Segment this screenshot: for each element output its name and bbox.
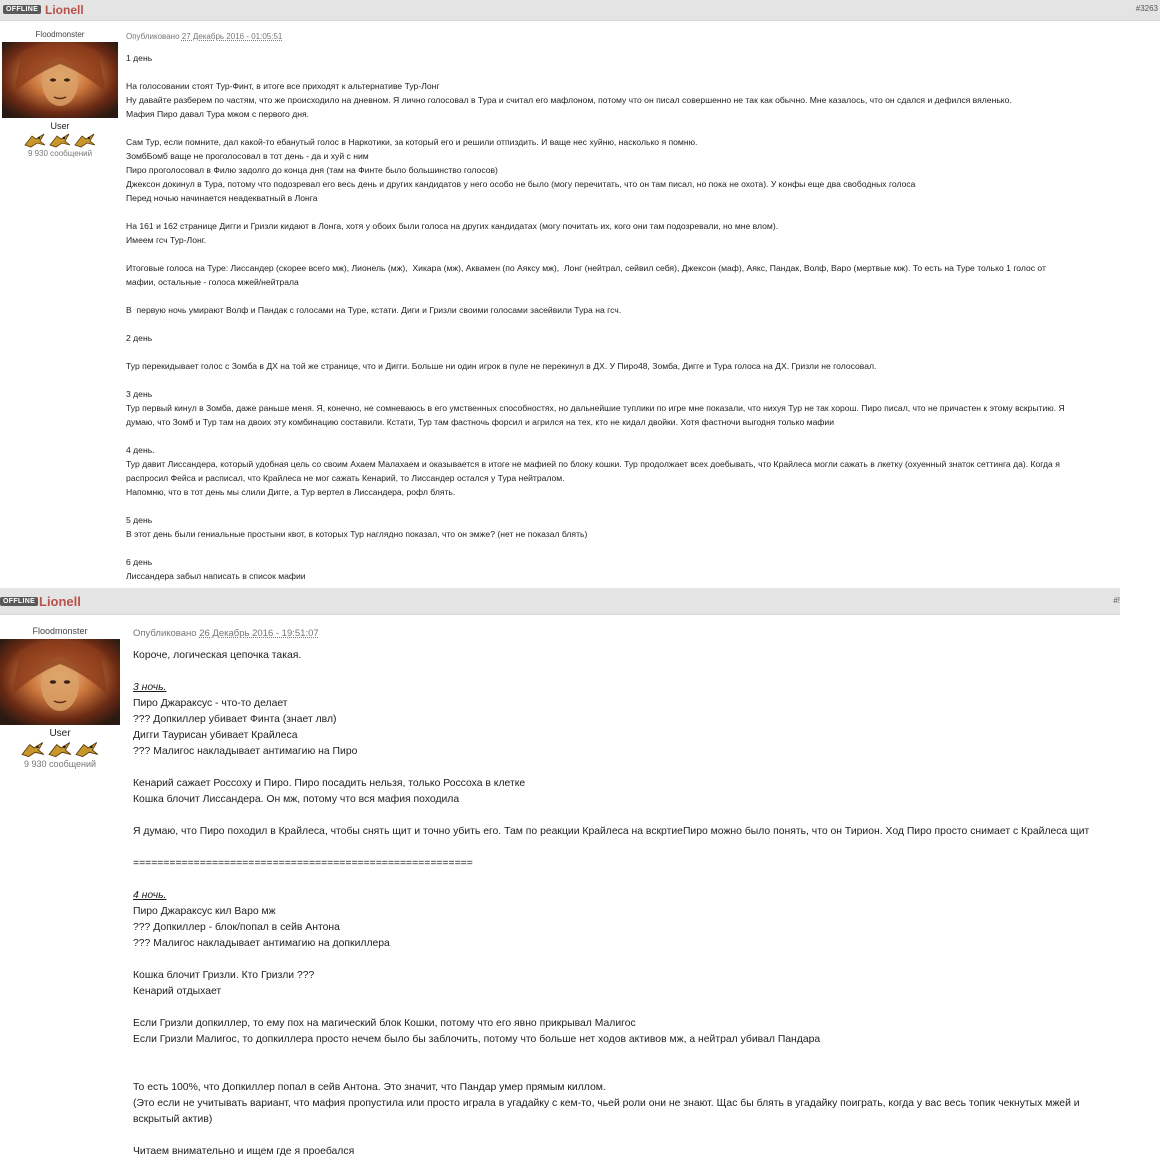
post-line: Ну давайте разберем по частям, что же происходило на дневном. Я лично голосовал в Тура и считал его мафлоном, потому что он писал совершенно не так как обычно. Мне казалось, что он сдался и дефился вяленько.	[126, 95, 1012, 105]
post-line	[133, 1048, 1118, 1064]
post-line: ??? Допкиллер убивает Финта (знает лвл)	[133, 714, 337, 725]
post-line: Лиссандера забыл написать в список мафии	[126, 571, 306, 581]
post-line: распросил Фейса и расписал, что Крайлеса не мог сажать Кенарий, то Лиссандер остался у Тура нейтралом.	[126, 473, 565, 483]
post-line: 3 ночь.	[133, 682, 167, 693]
post-line	[133, 1128, 1118, 1144]
post-line: Джексон докинул в Тура, потому что подозревал его весь день и других кандидатов у него особо не было (могу перечитать, что он там писал, но пока не охота). У конфы еще два свободных голоса	[126, 179, 916, 189]
post-date: 27 Декабрь 2016 - 01:05:51	[181, 32, 283, 41]
post-line: ЗомбБомб ваще не проголосовал в тот день - да и хуй с ним	[126, 151, 369, 161]
avatar[interactable]	[2, 42, 118, 118]
post-line	[133, 664, 1118, 680]
user-group: Floodmonster	[35, 30, 85, 39]
post-line	[133, 760, 1118, 776]
post-line: (Это если не учитывать вариант, что мафия пропустила или просто играла в угадайку с кем-то, чьей роли они не знают. Щас бы блять в угадайку поиграть, когда у вас весь топик чекнутых мжей и	[133, 1098, 1080, 1109]
post-line: Пиро Джараксус - что-то делает	[133, 698, 288, 709]
post-line	[133, 808, 1118, 824]
post-line	[126, 541, 1156, 555]
post-line: ??? Малигос накладывает антимагию на Пиро	[133, 746, 358, 757]
post-line: ========================================================	[133, 858, 473, 869]
post-content	[133, 648, 1118, 1160]
post-line	[126, 429, 1156, 443]
post-line: 3 день	[126, 389, 153, 399]
post-line: Кенарий сажает Россоху и Пиро. Пиро посадить нельзя, только Россоха в клетке	[133, 778, 526, 789]
post-line	[133, 872, 1118, 888]
post-line: Тур первый кинул в Зомба, даже раньше меня. Я, конечно, не сомневаюсь в его умственных способностях, но дальнейшие туплики по игре мне показали, что нихуя Тур не так хорош. Пиро писал, что не причастен к этому вскрытию. Я	[126, 403, 1065, 413]
post-line	[126, 121, 1156, 135]
post-line: 5 день	[126, 515, 153, 525]
user-role: User	[49, 728, 71, 739]
post-line: Я думаю, что Пиро походил в Крайлеса, чтобы снять щит и точно убить его. Там по реакции Крайлеса на вскртиеПиро можно было понять, что он Тирион. Ход Пиро просто снимает с Крайлеса щит	[133, 826, 1090, 837]
avatar[interactable]	[0, 639, 120, 725]
post-line: Пиро Джараксус кил Варо мж	[133, 906, 276, 917]
post-line: Если Гризли Малигос, то допкиллера просто нечем было бы заблочить, потому что больше нет ходов активов мж, а нейтрал убивал Пандара	[133, 1034, 821, 1045]
post-line: Перед ночью начинается неадекватный в Лонга	[126, 193, 318, 203]
user-info-panel	[0, 30, 120, 158]
post-line: То есть 100%, что Допкиллер попал в сейв Антона. Это значит, что Пандар умер прямым киллом.	[133, 1082, 606, 1093]
published-label: Опубликовано	[133, 628, 197, 639]
post-line: мафии, остальные - голоса мжей/нейтрала	[126, 277, 299, 287]
post-line: Мафия Пиро давал Тура мжом с первого дня.	[126, 109, 310, 119]
post-line: Сам Тур, если помните, дал какой-то ебанутый голос в Наркотики, за который его и решили отпиздить. И ваще нес хуйню, насколько я помню.	[126, 137, 698, 147]
post-line: В этот день были гениальные простыни квот, в которых Тур наглядно показал, что он эмже? (нет не показал блять)	[126, 529, 588, 539]
post-line	[126, 373, 1156, 387]
rank-pips	[0, 740, 120, 758]
post-line: 4 день.	[126, 445, 155, 455]
post-line: думаю, что Зомб и Тур там на двоих эту комбинацию составили. Кстати, Тур там фастночь форсил и агрился на тех, кто не кидал двойки. Хотя фастночи выгодня только мафии	[126, 417, 835, 427]
post-line	[133, 840, 1118, 856]
post-line	[133, 1000, 1118, 1016]
post-content	[126, 51, 1156, 583]
post-line	[126, 247, 1156, 261]
post-line: Кенарий отдыхает	[133, 986, 222, 997]
offline-badge: OFFLINE	[0, 597, 38, 606]
post-line: Если Гризли допкиллер, то ему пох на магический блок Кошки, потому что его явно прикрывал Малигос	[133, 1018, 636, 1029]
post-line	[126, 289, 1156, 303]
rank-pip-icon	[21, 740, 45, 758]
post-line: вскрытый актив)	[133, 1114, 213, 1125]
post-line: Имеем гсч Тур-Лонг.	[126, 235, 207, 245]
post-line: Дигги Таурисан убивает Крайлеса	[133, 730, 298, 741]
post-header	[0, 588, 1120, 615]
post-line: 6 день	[126, 557, 153, 567]
post-count: 9 930 сообщений	[27, 149, 93, 158]
post-line: Напомню, что в тот день мы слили Дигге, а Тур вертел в Лиссандера, рофл блять.	[126, 487, 456, 497]
username-link[interactable]: Lionell	[39, 594, 81, 609]
user-info-panel	[0, 626, 120, 769]
rank-pip-icon	[74, 132, 96, 148]
post-line: Кошка блочит Гризли. Кто Гризли ???	[133, 970, 315, 981]
post-line: На голосовании стоят Тур-Финт, в итоге все приходят к альтернативе Тур-Лонг	[126, 81, 440, 91]
post-line: Короче, логическая цепочка такая.	[133, 650, 302, 661]
post-line: Тур давит Лиссандера, который удобная цель со своим Ахаем Малахаем и оказывается в итоге не мафией по блоку кошки. Тур продолжает всех доебывать, что Крайлеса могли сажать в лкетку (охуенный знаток сеттинга да). Когда я	[126, 459, 1060, 469]
post-line: ??? Малигос накладывает антимагию на допкиллера	[133, 938, 390, 949]
post-line	[126, 345, 1156, 359]
post-line: Кошка блочит Лиссандера. Он мж, потому что вся мафия походила	[133, 794, 460, 805]
rank-pips	[0, 132, 120, 148]
post-line: 2 день	[126, 333, 153, 343]
post-line	[133, 1064, 1118, 1080]
post-header	[0, 0, 1160, 21]
post-line	[126, 205, 1156, 219]
offline-badge: OFFLINE	[3, 5, 41, 14]
post-body	[126, 30, 1156, 583]
post-line: 4 ночь.	[133, 890, 167, 901]
rank-pip-icon	[24, 132, 46, 148]
post-line	[126, 317, 1156, 331]
rank-pip-icon	[75, 740, 99, 758]
user-role: User	[50, 121, 70, 131]
rank-pip-icon	[48, 740, 72, 758]
post-line: ??? Допкиллер - блок/попал в сейв Антона	[133, 922, 340, 933]
post-line: Итоговые голоса на Туре: Лиссандер (скорее всего мж), Лионель (мж), Хикара (мж), Аквамен (по Аяксу мж), Лонг (нейтрал, сейвил себя), Джексон (маф), Аякс, Пандак, Волф, Варо (мертвые мж). То есть на Туре только 1 голос от	[126, 263, 1046, 273]
post-body	[133, 626, 1118, 1160]
post-number-link[interactable]: #3263	[1135, 4, 1158, 13]
forum-post-2	[0, 588, 1120, 1160]
post-line: 1 день	[126, 53, 153, 63]
user-group: Floodmonster	[32, 626, 88, 636]
post-count: 9 930 сообщений	[23, 759, 97, 769]
post-line: Пиро проголосовал в Филю задолго до конца дня (там на Финте было большинство голосов)	[126, 165, 498, 175]
post-meta	[126, 30, 1156, 44]
post-date: 26 Декабрь 2016 - 19:51:07	[199, 628, 319, 639]
post-line: Читаем внимательно и ищем где я проебался	[133, 1146, 355, 1157]
post-line: В первую ночь умирают Волф и Пандак с голосами на Туре, кстати. Диги и Гризли своими голосами засейвили Тура на гсч.	[126, 305, 622, 315]
post-line	[133, 952, 1118, 968]
post-line	[126, 65, 1156, 79]
post-line: Тур перекидывает голос с Зомба в ДХ на той же странице, что и Дигги. Больше ни один игрок в пуле не перекинул в ДХ. У Пиро48, Зомба, Дигге и Тура голоса на ДХ. Гризли не голосовал.	[126, 361, 877, 371]
published-label: Опубликовано	[126, 32, 180, 41]
rank-pip-icon	[49, 132, 71, 148]
post-number-link[interactable]: #!	[1113, 596, 1120, 605]
post-line: На 161 и 162 странице Дигги и Гризли кидают в Лонга, хотя у обоих были голоса на других кандидатах (могу почитать их, кого они там подозревали, но мне влом).	[126, 221, 779, 231]
post-meta	[133, 626, 1118, 642]
username-link[interactable]: Lionell	[45, 3, 84, 17]
post-line	[126, 499, 1156, 513]
